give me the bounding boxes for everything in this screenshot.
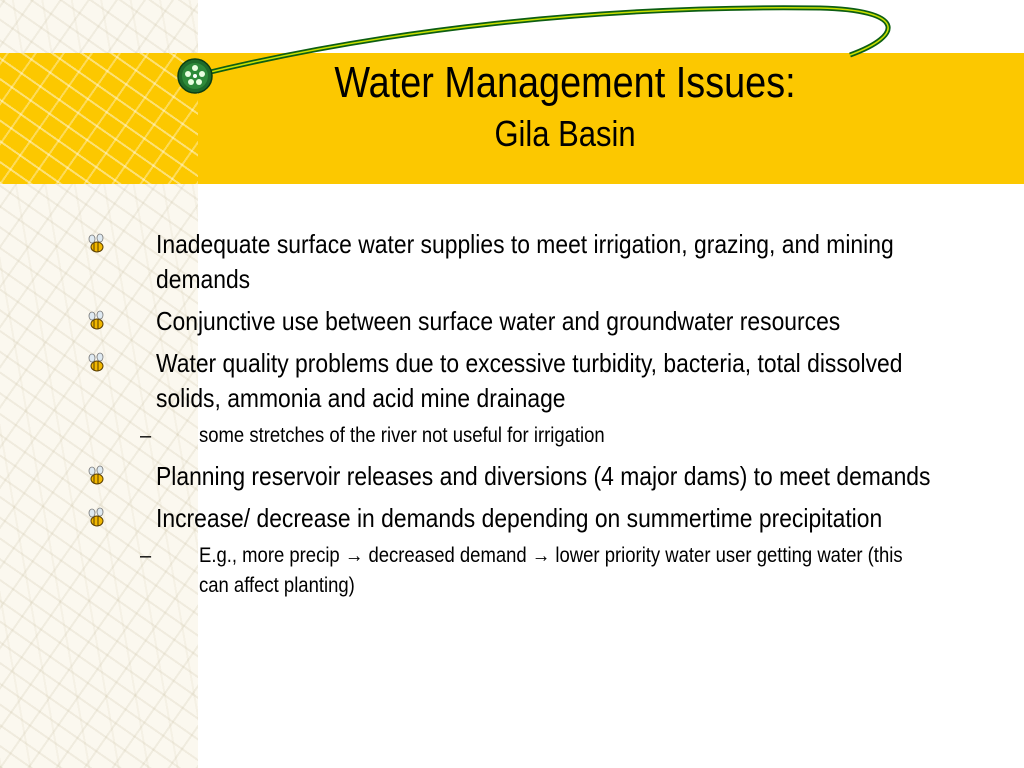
bee-bullet-icon <box>85 310 107 332</box>
bullet-text: Increase/ decrease in demands depending on summertime precipitation <box>156 503 883 533</box>
bullet-item <box>85 501 985 536</box>
title-text: Water Management Issues: <box>334 58 796 107</box>
bullet-text: Inadequate surface water supplies to meet irrigation, grazing, and mining demands <box>156 229 894 294</box>
bee-bullet-icon <box>85 352 107 374</box>
bullet-item <box>85 227 985 297</box>
dash-marker: – <box>140 425 152 447</box>
bullet-text: Planning reservoir releases and diversions (4 major dams) to meet demands <box>156 461 931 491</box>
bee-bullet-icon <box>85 465 107 487</box>
bee-bullet-icon <box>85 507 107 529</box>
sub-bullet-text: some stretches of the river not useful for irrigation <box>199 424 605 447</box>
dash-marker: – <box>140 545 152 567</box>
sub-bullet-item <box>85 541 985 601</box>
bullet-text: Water quality problems due to excessive turbidity, bacteria, total dissolved solids, ammonia and acid mine drainage <box>156 348 903 413</box>
subtitle-text: Gila Basin <box>494 113 636 154</box>
sub-bullet-item <box>85 421 985 451</box>
bullet-list <box>85 227 985 609</box>
bullet-item <box>85 304 985 339</box>
bullet-item <box>85 459 985 494</box>
slide-title <box>200 58 930 156</box>
bullet-text: Conjunctive use between surface water and groundwater resources <box>156 306 841 336</box>
sub-bullet-text: E.g., more precip → decreased demand → lower priority water user getting water (this can affect planting) <box>199 544 903 597</box>
bullet-item <box>85 346 985 416</box>
bee-bullet-icon <box>85 233 107 255</box>
